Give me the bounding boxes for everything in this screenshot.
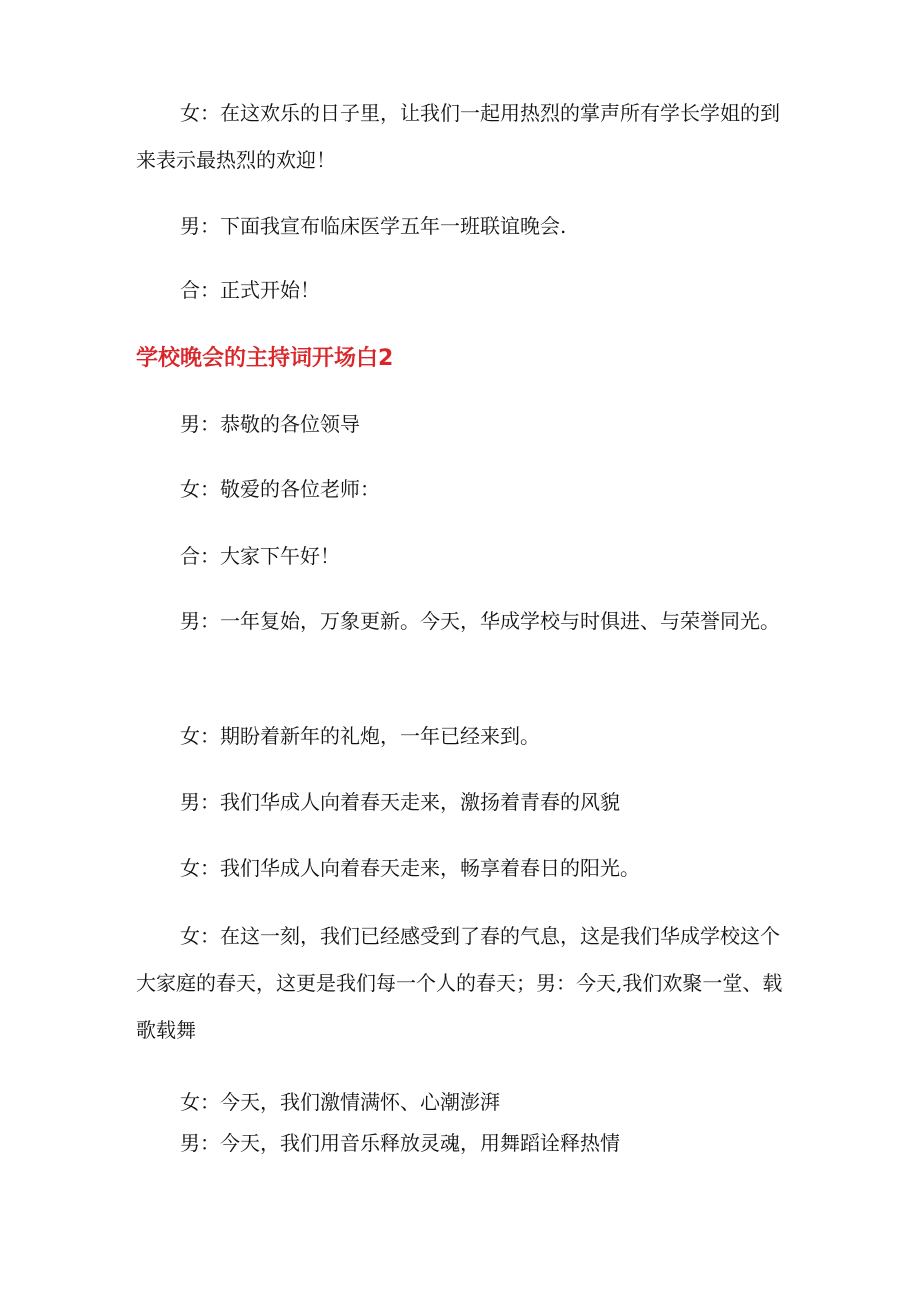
section-heading-number: 2 xyxy=(378,346,394,371)
paragraph-start: 合：正式开始！ xyxy=(180,278,320,302)
paragraph-passion: 女：今天，我们激情满怀、心潮澎湃 xyxy=(180,1090,500,1114)
paragraph-leaders: 男：恭敬的各位领导 xyxy=(180,412,360,436)
section-heading-text: 学校晚会的主持词开场白 xyxy=(136,345,379,371)
paragraph-spring-1: 男：我们华成人向着春天走来，激扬着青春的风貌 xyxy=(180,790,620,814)
paragraph-spring-2: 女：我们华成人向着春天走来，畅享着春日的阳光。 xyxy=(180,856,640,880)
paragraph-salute: 女：期盼着新年的礼炮，一年已经来到。 xyxy=(180,724,540,748)
paragraph-new-year: 男：一年复始，万象更新。今天，华成学校与时俱进、与荣誉同光。 xyxy=(180,609,780,633)
section-heading xyxy=(136,338,796,379)
paragraph-greeting: 合：大家下午好！ xyxy=(180,544,340,568)
paragraph-music: 男：今天，我们用音乐释放灵魂，用舞蹈诠释热情 xyxy=(180,1131,620,1155)
paragraph-moment: 女：在这一刻，我们已经感受到了春的气息，这是我们华成学校这个大家庭的春天，这更是我们每一个人的春天；男：今天,我们欢聚一堂、载歌载舞 xyxy=(136,924,783,1042)
paragraph-teachers: 女：敬爱的各位老师： xyxy=(180,477,380,501)
paragraph-welcome: 女：在这欢乐的日子里，让我们一起用热烈的掌声所有学长学姐的到来表示最热烈的欢迎！ xyxy=(136,101,780,172)
paragraph-announce: 男：下面我宣布临床医学五年一班联谊晚会. xyxy=(180,214,567,238)
